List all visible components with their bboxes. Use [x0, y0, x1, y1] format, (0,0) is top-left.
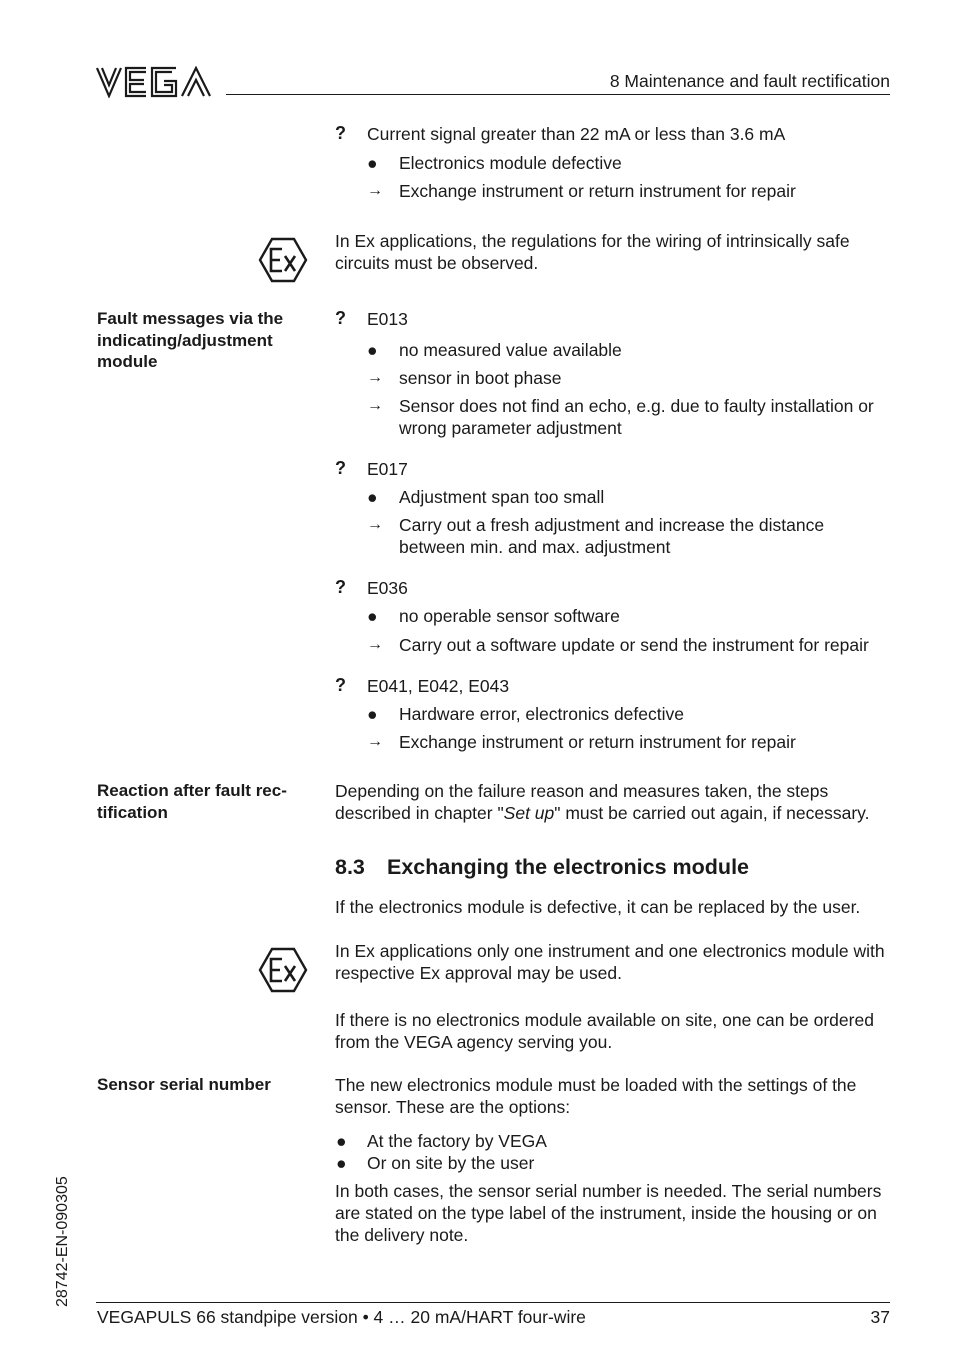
bullet-icon: ●	[367, 153, 378, 173]
fault-remedy: sensor in boot phase	[399, 368, 562, 388]
question-mark: ?	[335, 458, 346, 478]
bullet-icon: ●	[367, 340, 378, 360]
document-code: 28742-EN-090305	[54, 1176, 71, 1307]
serial-outro: In both cases, the sensor serial number is needed. The serial numbers are stated on the type label of the instrument, inside the housing or on the delivery note.	[335, 1181, 882, 1245]
side-label-fault-messages: Fault messages via the indicating/adjustment module	[97, 309, 284, 371]
bullet-icon: ●	[367, 606, 378, 626]
serial-intro: The new electronics module must be loaded with the settings of the sensor. These are the options:	[335, 1075, 857, 1117]
fault-remedy: Exchange instrument or return instrument for repair	[399, 732, 796, 752]
ex-note-approval: In Ex applications only one instrument and one electronics module with respective Ex approval may be used.	[335, 941, 885, 983]
fault-code: E041, E042, E043	[367, 676, 510, 696]
question-mark: ?	[335, 577, 346, 597]
header-rule	[226, 94, 890, 95]
footer-product: VEGAPULS 66 standpipe version • 4 … 20 mA/HART four-wire	[97, 1307, 586, 1327]
bullet-icon: ●	[336, 1131, 347, 1151]
section-heading: 8.3 Exchanging the electronics module	[335, 855, 749, 879]
section-intro: If the electronics module is defective, it can be replaced by the user.	[335, 897, 861, 917]
header-section-title: 8 Maintenance and fault rectification	[609, 71, 890, 91]
fault-cause: no measured value available	[399, 340, 622, 360]
bullet-icon: ●	[336, 1153, 347, 1173]
fault-remedy: Carry out a fresh adjustment and increase the distance between min. and max. adjustment	[399, 515, 825, 557]
page-number: 37	[870, 1307, 890, 1327]
fault-cause: Adjustment span too small	[399, 487, 605, 507]
option-item: Or on site by the user	[367, 1153, 535, 1173]
ex-note-wiring: In Ex applications, the regulations for the wiring of intrinsically safe circuits must be observed.	[335, 231, 850, 273]
fault-remedy: Carry out a software update or send the instrument for repair	[399, 635, 869, 655]
question-mark: ?	[335, 308, 346, 328]
fault-remedy: Sensor does not find an echo, e.g. due to faulty installation or wrong parameter adjustment	[399, 396, 874, 438]
arrow-icon: →	[367, 516, 383, 533]
fault-remedy: Exchange instrument or return instrument for repair	[399, 181, 796, 201]
arrow-icon: →	[367, 369, 383, 386]
no-module-note: If there is no electronics module available on site, one can be ordered from the VEGA agency serving you.	[335, 1010, 874, 1052]
fault-question: Current signal greater than 22 mA or less than 3.6 mA	[367, 124, 786, 144]
ex-protection-icon	[258, 237, 308, 283]
bullet-icon: ●	[367, 487, 378, 507]
vega-logo	[96, 66, 214, 98]
ex-protection-icon	[258, 947, 308, 993]
bullet-icon: ●	[367, 704, 378, 724]
side-label-serial: Sensor serial number	[97, 1075, 271, 1094]
fault-cause: Hardware error, electronics defective	[399, 704, 684, 724]
question-mark: ?	[335, 123, 346, 143]
reaction-text: Depending on the failure reason and measures taken, the steps described in chapter "Set up" must be carried out again, if necessary.	[335, 781, 870, 823]
arrow-icon: →	[367, 182, 383, 199]
arrow-icon: →	[367, 636, 383, 653]
arrow-icon: →	[367, 397, 383, 414]
question-mark: ?	[335, 675, 346, 695]
fault-code: E013	[367, 309, 408, 329]
side-label-reaction: Reaction after fault rec-tification	[97, 781, 287, 822]
arrow-icon: →	[367, 733, 383, 750]
fault-cause: no operable sensor software	[399, 606, 620, 626]
fault-cause: Electronics module defective	[399, 153, 622, 173]
option-item: At the factory by VEGA	[367, 1131, 547, 1151]
footer-rule	[96, 1302, 890, 1303]
fault-code: E017	[367, 459, 408, 479]
fault-code: E036	[367, 578, 408, 598]
